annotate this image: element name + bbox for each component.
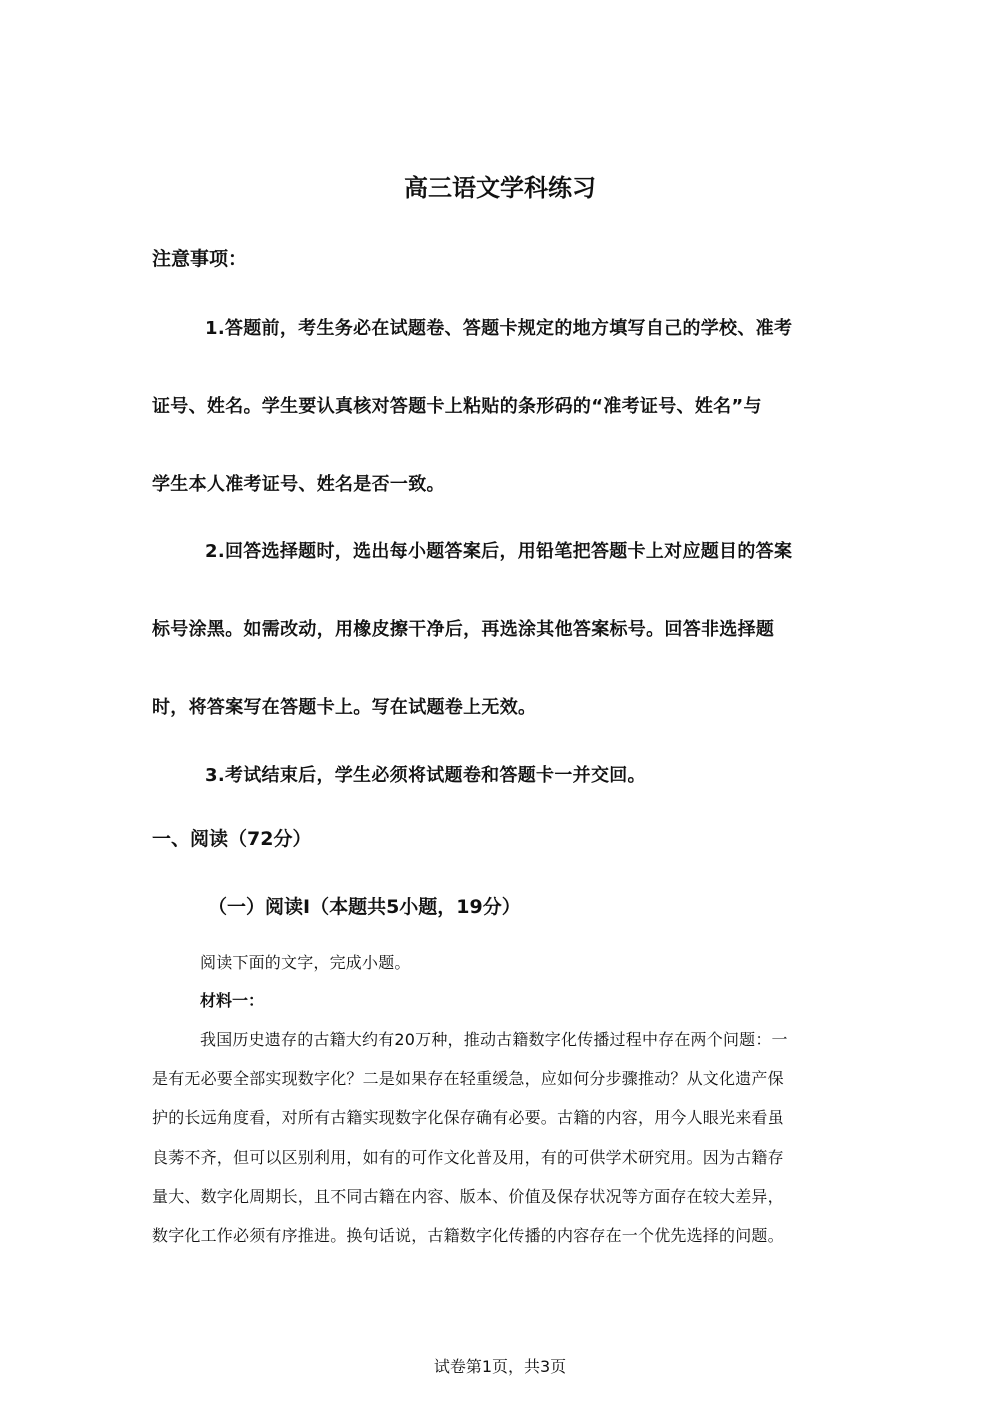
notice-line-2: 证号、姓名。学生要认真核对答题卡上粘贴的条形码的“准考证号、姓名”与: [152, 396, 762, 417]
material-line-3: 护的长远角度看，对所有古籍实现数字化保存确有必要。古籍的内容，用今人眼光来看虽: [152, 1108, 784, 1127]
notice-heading: 注意事项：: [152, 248, 248, 270]
notice-line-5: 标号涂黑。如需改动，用橡皮擦干净后，再选涂其他答案标号。回答非选择题: [152, 619, 775, 640]
section-heading: 一、阅读（72分）: [152, 828, 312, 850]
material-line-2: 是有无必要全部实现数字化？二是如果存在轻重缓急，应如何分步骤推动？从文化遗产保: [152, 1069, 784, 1088]
material-label: 材料一：: [200, 991, 265, 1010]
notice-line-3: 学生本人准考证号、姓名是否一致。: [152, 474, 445, 495]
page-footer: 试卷第1页，共3页: [433, 1357, 567, 1376]
notice-line-1: 1.答题前，考生务必在试题卷、答题卡规定的地方填写自己的学校、准考: [205, 318, 793, 339]
material-line-5: 量大、数字化周期长，且不同古籍在内容、版本、价值及保存状况等方面存在较大差异，: [152, 1187, 784, 1206]
material-line-4: 良莠不齐，但可以区别利用，如有的可作文化普及用，有的可供学术研究用。因为古籍存: [152, 1148, 784, 1167]
material-line-6: 数字化工作必须有序推进。换句话说，古籍数字化传播的内容存在一个优先选择的问题。: [152, 1226, 784, 1245]
notice-line-6: 时，将答案写在答题卡上。写在试题卷上无效。: [152, 697, 537, 718]
material-line-1: 我国历史遗存的古籍大约有20万种，推动古籍数字化传播过程中存在两个问题：一: [200, 1030, 788, 1049]
subsection-heading: （一）阅读Ⅰ（本题共5小题，19分）: [208, 896, 521, 918]
notice-line-7: 3.考试结束后，学生必须将试题卷和答题卡一并交回。: [205, 765, 646, 786]
page-title: 高三语文学科练习: [404, 174, 596, 202]
notice-line-4: 2.回答选择题时，选出每小题答案后，用铅笔把答题卡上对应题目的答案: [205, 541, 793, 562]
instruction-text: 阅读下面的文字，完成小题。: [200, 953, 411, 972]
